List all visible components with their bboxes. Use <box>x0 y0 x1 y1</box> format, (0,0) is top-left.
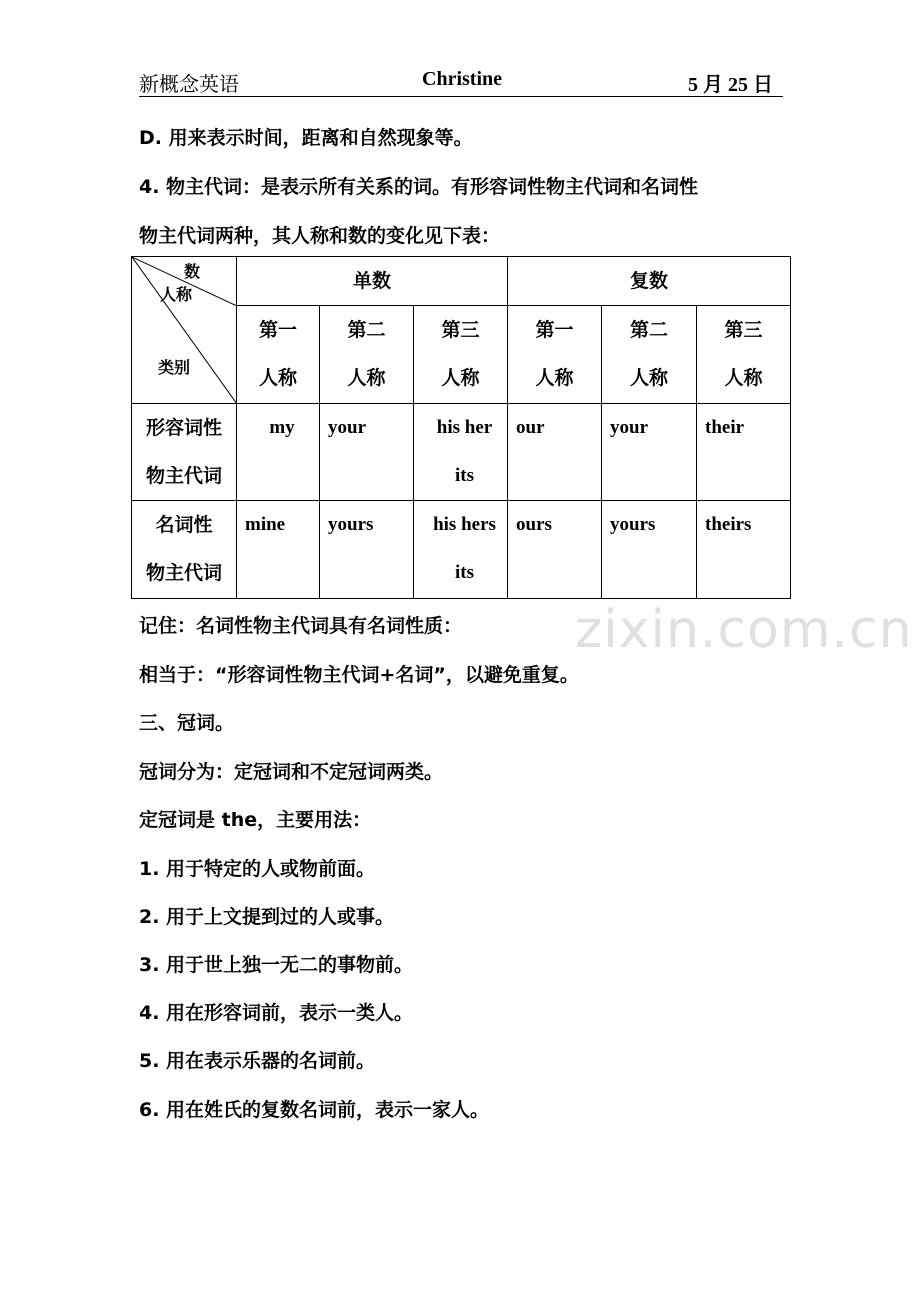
table-cell: his her its <box>414 404 508 501</box>
table-cell: yours <box>320 501 414 599</box>
table-corner-cell <box>132 257 237 404</box>
table-cell: your <box>602 404 697 501</box>
paragraph-d: D. 用来表示时间，距离和自然现象等。 <box>139 127 473 149</box>
person-col-6: 第三 人称 <box>697 306 791 404</box>
paragraph-4-line1: 4. 物主代词：是表示所有关系的词。有形容词性物主代词和名词性 <box>139 176 699 198</box>
table-cell: yours <box>602 501 697 599</box>
person-col-3: 第三 人称 <box>414 306 508 404</box>
table-cell: your <box>320 404 414 501</box>
table-cell: our <box>508 404 602 501</box>
person-col-2: 第二 人称 <box>320 306 414 404</box>
section-articles-heading: 三、冠词。 <box>139 712 235 734</box>
note-equivalent: 相当于：“形容词性物主代词+名词”，以避免重复。 <box>139 664 579 686</box>
usage-item-2: 2. 用于上文提到过的人或事。 <box>139 906 395 928</box>
header-singular: 单数 <box>237 257 508 306</box>
header-course-name: 新概念英语 <box>139 72 239 96</box>
corner-person-label: 人称 <box>160 285 193 304</box>
header-date: 5 月 25 日 <box>688 74 773 96</box>
table-cell: their <box>697 404 791 501</box>
corner-number-label: 数 <box>184 262 201 281</box>
table-cell: my <box>237 404 320 501</box>
possessive-pronoun-table <box>131 256 791 599</box>
table-cell: theirs <box>697 501 791 599</box>
table-cell: his hers its <box>414 501 508 599</box>
page-header <box>139 66 783 97</box>
corner-category-label: 类别 <box>158 358 191 377</box>
table-cell: ours <box>508 501 602 599</box>
header-plural: 复数 <box>508 257 791 306</box>
usage-item-5: 5. 用在表示乐器的名词前。 <box>139 1050 376 1072</box>
note-remember: 记住：名词性物主代词具有名词性质： <box>139 615 463 637</box>
row-label-adjective: 形容词性 物主代词 <box>132 404 237 501</box>
definite-article-intro: 定冠词是 the，主要用法： <box>139 809 372 831</box>
person-col-5: 第二 人称 <box>602 306 697 404</box>
person-col-4: 第一 人称 <box>508 306 602 404</box>
watermark: zixin.com.cn <box>575 600 913 660</box>
usage-item-3: 3. 用于世上独一无二的事物前。 <box>139 954 414 976</box>
articles-types: 冠词分为：定冠词和不定冠词两类。 <box>139 761 444 783</box>
usage-item-1: 1. 用于特定的人或物前面。 <box>139 858 376 880</box>
row-label-noun: 名词性 物主代词 <box>132 501 237 599</box>
usage-item-6: 6. 用在姓氏的复数名词前，表示一家人。 <box>139 1099 490 1121</box>
usage-item-4: 4. 用在形容词前，表示一类人。 <box>139 1002 414 1024</box>
table-cell: mine <box>237 501 320 599</box>
person-col-1: 第一 人称 <box>237 306 320 404</box>
paragraph-4-line2: 物主代词两种，其人称和数的变化见下表： <box>139 225 501 247</box>
header-teacher-name: Christine <box>422 68 502 90</box>
